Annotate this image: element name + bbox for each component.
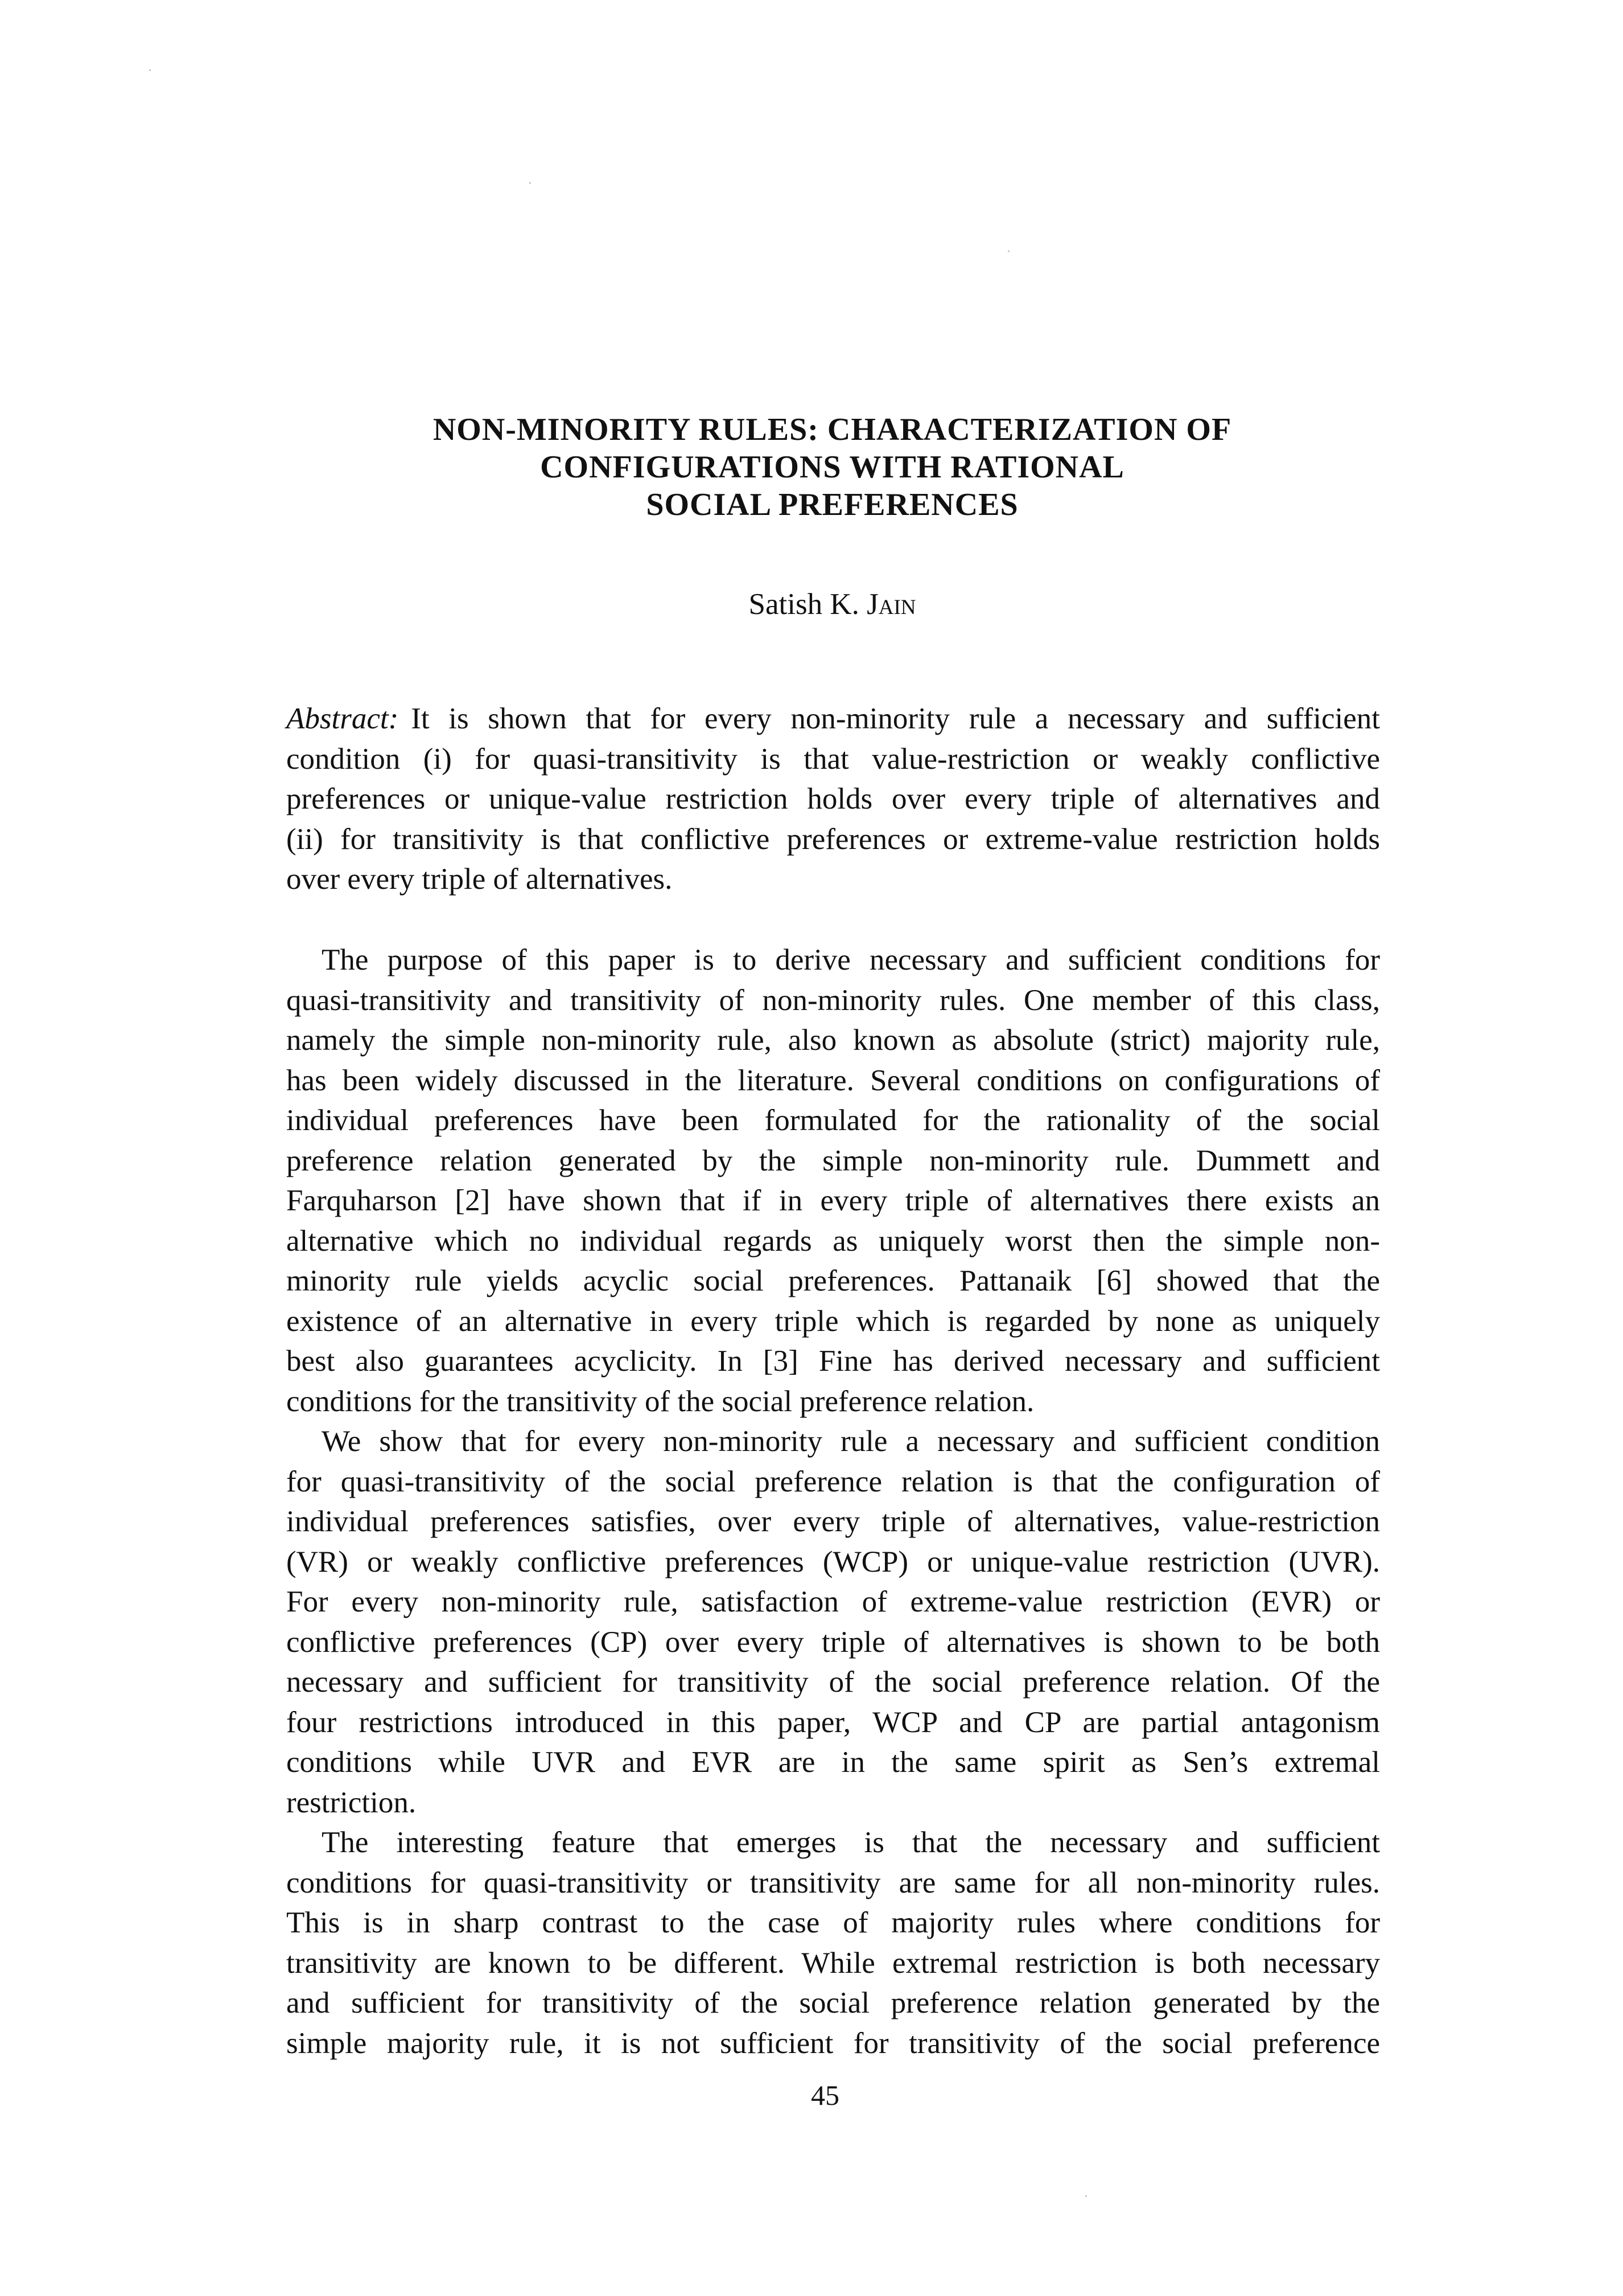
text-line: individual preferences satisfies, over every triple of alternatives, value-restriction — [286, 1505, 1380, 1538]
scan-speck — [1008, 250, 1010, 252]
text-line: and sufficient for transitivity of the social preference relation generated by the — [286, 1986, 1380, 2019]
title-line: CONFIGURATIONS WITH RATIONAL — [540, 450, 1124, 485]
abstract-line: Abstract: It is shown that for every non-minority rule a necessary and sufficient — [286, 702, 1380, 735]
text-line: namely the simple non-minority rule, also known as absolute (strict) majority rule, — [286, 1024, 1380, 1057]
scan-speck — [149, 69, 151, 71]
text-line: four restrictions introduced in this paper, WCP and CP are partial antagonism — [286, 1705, 1380, 1739]
paragraph-feature — [286, 1823, 1380, 2063]
author-byline — [285, 586, 1380, 623]
body-text — [286, 940, 1380, 2063]
abstract-line: over every triple of alternatives. — [286, 863, 673, 896]
text-line: conditions for quasi-transitivity or transitivity are same for all non-minority rules. — [286, 1866, 1380, 1899]
scan-speck — [529, 182, 531, 184]
author-given-name: Satish K. — [748, 588, 859, 621]
abstract — [286, 699, 1380, 900]
text-line: alternative which no individual regards as uniquely worst then the simple non- — [286, 1224, 1380, 1258]
text-line: For every non-minority rule, satisfaction of extreme-value restriction (EVR) or — [286, 1585, 1380, 1618]
text-line: conditions for the transitivity of the social preference relation. — [286, 1384, 1035, 1418]
text-line: transitivity are known to be different. While extremal restriction is both necessary — [286, 1946, 1380, 1980]
text-line: This is in sharp contrast to the case of majority rules where conditions for — [286, 1906, 1380, 1939]
paragraph-results — [286, 1421, 1380, 1823]
text-line: We show that for every non-minority rule a necessary and sufficient condition — [322, 1425, 1380, 1458]
paragraph-intro — [286, 940, 1380, 1421]
abstract-line: preferences or unique-value restriction holds over every triple of alternatives and — [286, 782, 1380, 815]
abstract-line: condition (i) for quasi-transitivity is that value-restriction or weakly conflictive — [286, 742, 1380, 776]
text-line: quasi-transitivity and transitivity of non-minority rules. One member of this class, — [286, 983, 1380, 1017]
title-line: SOCIAL PREFERENCES — [646, 487, 1019, 522]
text-line: The interesting feature that emerges is that the necessary and sufficient — [322, 1826, 1380, 1859]
text-line: conflictive preferences (CP) over every triple of alternatives is shown to be both — [286, 1625, 1380, 1659]
text-line: existence of an alternative in every triple which is regarded by none as uniquely — [286, 1304, 1380, 1338]
text-line: restriction. — [286, 1786, 417, 1819]
text-line: conditions while UVR and EVR are in the same spirit as Sen’s extremal — [286, 1746, 1380, 1779]
page-number: 45 — [811, 2079, 839, 2111]
title-line: NON-MINORITY RULES: CHARACTERIZATION OF — [432, 412, 1232, 447]
text-line: minority rule yields acyclic social preferences. Pattanaik [6] showed that the — [286, 1264, 1380, 1297]
text-line: (VR) or weakly conflictive preferences (WCP) or unique-value restriction (UVR). — [286, 1545, 1380, 1578]
abstract-line: (ii) for transitivity is that conflictive preferences or extreme-value restriction holds — [286, 822, 1380, 856]
text-line: has been widely discussed in the literature. Several conditions on configurations of — [286, 1064, 1380, 1097]
abstract-label: Abstract: — [286, 702, 399, 735]
text-line: The purpose of this paper is to derive necessary and sufficient conditions for — [322, 943, 1380, 976]
scan-speck — [1085, 2195, 1087, 2197]
text-line: simple majority rule, it is not sufficient for transitivity of the social preference — [286, 2026, 1380, 2060]
text-line: for quasi-transitivity of the social preference relation is that the configuration of — [286, 1465, 1380, 1498]
text-line: Farquharson [2] have shown that if in every triple of alternatives there exists an — [286, 1184, 1380, 1217]
text-line: individual preferences have been formulated for the rationality of the social — [286, 1104, 1380, 1137]
text-line: preference relation generated by the simple non-minority rule. Dummett and — [286, 1144, 1380, 1177]
author-surname: Jain — [867, 588, 916, 621]
text-line: necessary and sufficient for transitivity of the social preference relation. Of the — [286, 1666, 1380, 1699]
paper-title — [285, 411, 1380, 523]
text-line: best also guarantees acyclicity. In [3] Fine has derived necessary and sufficient — [286, 1345, 1380, 1378]
